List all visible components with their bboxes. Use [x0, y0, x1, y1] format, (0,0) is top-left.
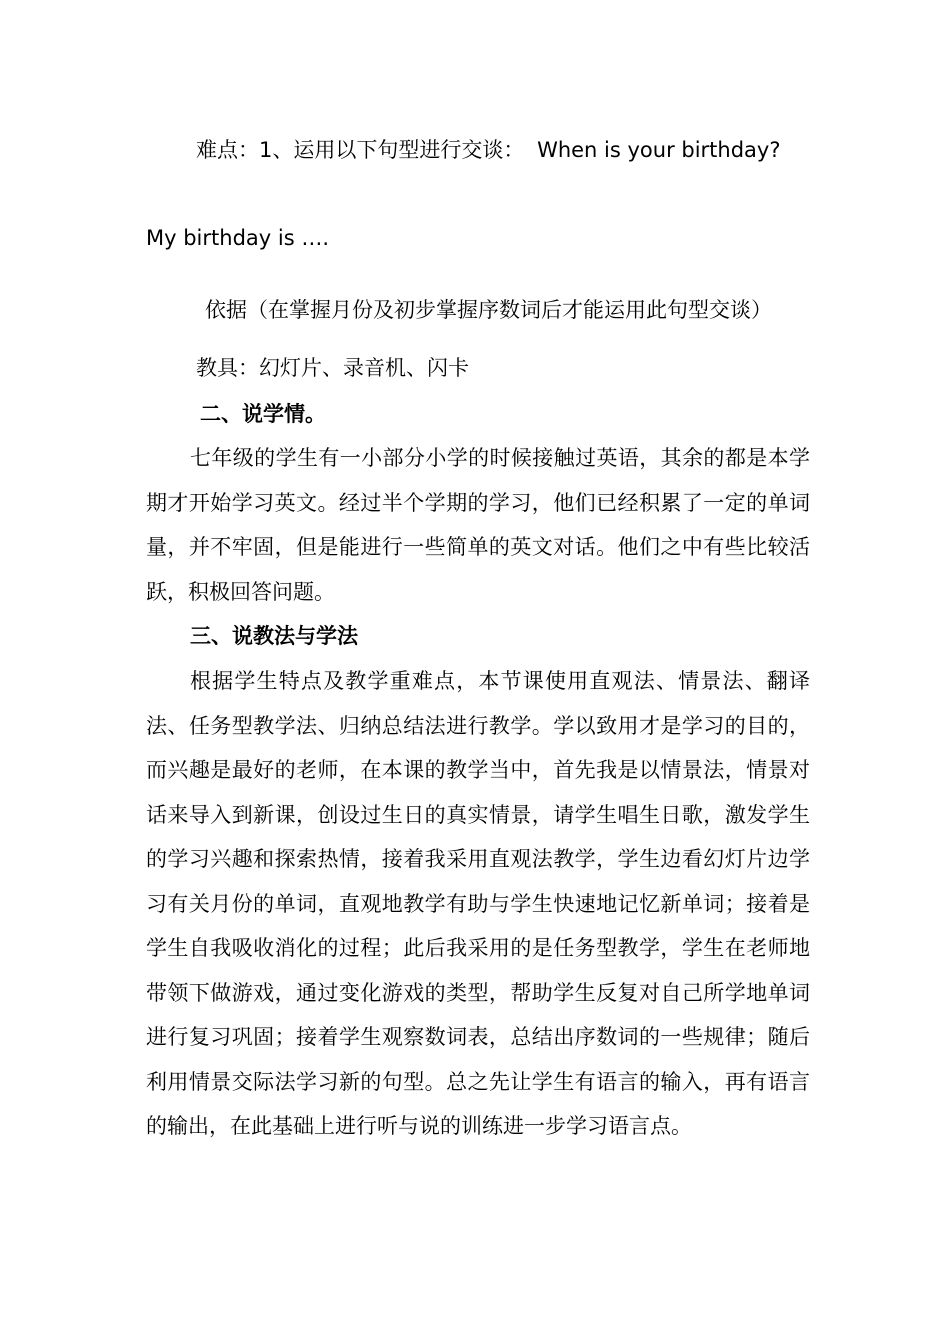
difficulty-number: 1 [259, 138, 273, 162]
difficulty-line [196, 136, 781, 164]
section-3-body: 根据学生特点及教学重难点，本节课使用直观法、情景法、翻译法、任务型教学法、归纳总结法进行教学。学以致用才是学习的目的，而兴趣是最好的老师，在本课的教学当中，首先我是以情景法，情景对话来导入到新课，创设过生日的真实情景，请学生唱生日歌，激发学生的学习兴趣和探索热情，接着我采用直观法教学，学生边看幻灯片边学习有关月份的单词，直观地教学有助与学生快速地记忆新单词；接着是学生自我吸收消化的过程；此后我采用的是任务型教学，学生在老师地带领下做游戏，通过变化游戏的类型，帮助学生反复对自己所学地单词进行复习巩固；接着学生观察数词表，总结出序数词的一些规律；随后利用情景交际法学习新的句型。总之先让学生有语言的输入，再有语言的输出，在此基础上进行听与说的训练进一步学习语言点。 [146, 669, 810, 1138]
difficulty-sentence-2: My birthday is …. [146, 226, 329, 250]
section-2-body: 七年级的学生有一小部分小学的时候接触过英语，其余的都是本学期才开始学习英文。经过半个学期的学习，他们已经积累了一定的单词量，并不牢固，但是能进行一些简单的英文对话。他们之中有些比较活跃，积极回答问题。 [146, 446, 810, 604]
basis-note: 依据（在掌握月份及初步掌握序数词后才能运用此句型交谈） [205, 298, 772, 322]
teaching-aids: 教具：幻灯片、录音机、闪卡 [196, 356, 469, 380]
difficulty-sentence-1: When is your birthday? [537, 138, 781, 162]
difficulty-text: 、运用以下句型进行交谈： [272, 138, 525, 162]
section-2-heading: 二、说学情。 [200, 401, 326, 426]
difficulty-label: 难点： [196, 138, 259, 162]
section-3-heading: 三、说教法与学法 [190, 623, 358, 648]
